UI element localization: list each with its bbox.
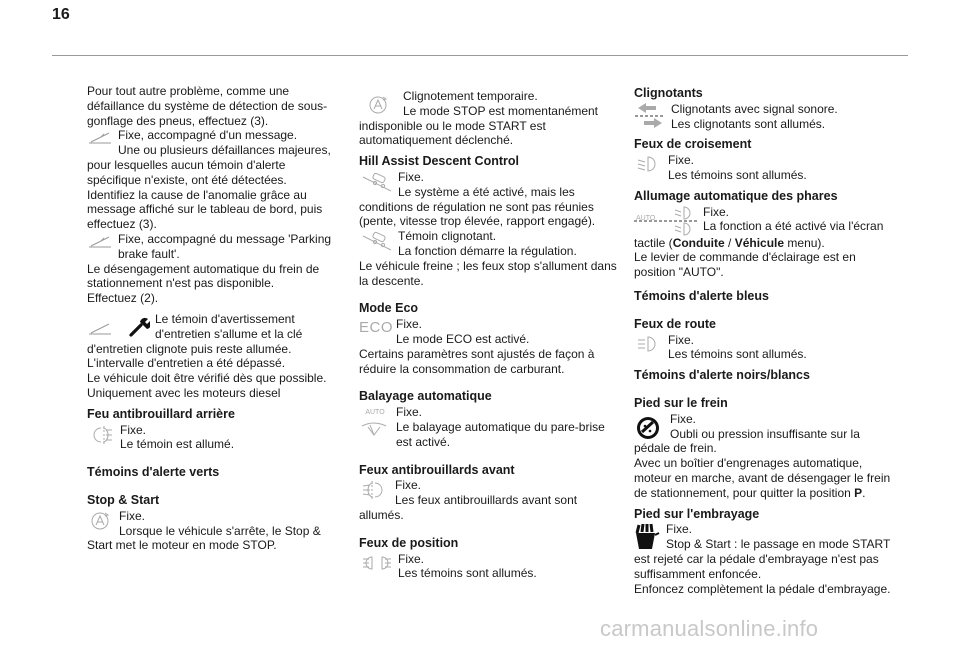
hill-flash-desc2: Le véhicule freine ; les feux stop s'allument dans la descente. (359, 258, 617, 288)
item2-title: Fixe, accompagné du message 'Parking brake fault'. (118, 231, 332, 261)
column-2 (359, 89, 617, 581)
rear-fog-status: Fixe. (120, 422, 147, 437)
eco-icon: ECO (359, 319, 394, 337)
brake-status: Fixe. (670, 411, 697, 426)
foot-on-clutch-icon (634, 523, 660, 551)
stop-start-flash-item (359, 89, 617, 148)
auto-lights-desc: La fonction a été activé via l'écran (703, 219, 884, 234)
item3-text: d'entretien clignote puis reste allumée. (87, 341, 292, 356)
hill-descent-icon (361, 171, 393, 193)
green-warnings-heading: Témoins d'alerte verts (87, 465, 220, 480)
hill-flash-status: Témoin clignotant. (398, 229, 497, 244)
auto-wipe-heading: Balayage automatique (359, 389, 492, 404)
service-item (87, 312, 337, 401)
foot-on-brake-icon (636, 416, 660, 440)
item2-text2: Effectuez (2). (87, 291, 159, 306)
brake-item (634, 412, 892, 501)
black-white-warnings-heading: Témoins d'alerte noirs/blancs (634, 368, 810, 383)
item1-title: Fixe, accompagné d'un message. (118, 128, 298, 143)
position-lights-heading: Feux de position (359, 535, 459, 550)
main-beam-item (634, 333, 892, 363)
auto-lights-item (634, 205, 892, 280)
hill-descent-icon (361, 230, 393, 252)
rear-fog-desc: Le témoin est allumé. (120, 437, 235, 452)
hill-assist-item (359, 170, 617, 288)
parking-brake-item (87, 232, 337, 306)
eco-desc2: Certains paramètres sont ajustés de façon à réduire la consommation de carburant. (359, 346, 595, 376)
clutch-item (634, 522, 892, 596)
brake-desc: Oubli ou pression insuffisante sur la pédale de frein. (634, 426, 860, 456)
auto-lights-heading: Allumage automatique des phares (634, 188, 838, 203)
hill-status: Fixe. (398, 169, 425, 184)
warning-triangle-icon (87, 129, 113, 145)
item3-text3: Le véhicule doit être vérifié dès que possible. (87, 371, 327, 386)
brake-desc2: Avec un boîtier d'engrenages automatique, moteur en marche, avant de désengager le frein de stationnement, pour quitter la position P. (634, 456, 891, 500)
stop-start-item (87, 509, 337, 553)
warning-triangle-icon (87, 233, 113, 249)
eco-heading: Mode Eco (359, 301, 419, 316)
auto-wipe-item (359, 405, 617, 449)
dipped-desc: Les témoins sont allumés. (668, 167, 807, 182)
auto-lights-desc2: tactile (Conduite / Véhicule menu). (634, 235, 825, 250)
clutch-status: Fixe. (666, 522, 693, 537)
stop-start-icon (367, 94, 389, 116)
auto-wiper-icon: AUTO (359, 406, 391, 437)
brake-heading: Pied sur le frein (634, 395, 728, 410)
eco-desc: Le mode ECO est activé. (396, 331, 530, 346)
wipe-status: Fixe. (396, 405, 423, 420)
clutch-desc: Stop & Start : le passage en mode START est rejeté car la pédale d'embrayage n'est pas suffisamment enfoncée. (634, 537, 891, 581)
clutch-heading: Pied sur l'embrayage (634, 506, 760, 521)
turn-signal-icon (634, 102, 666, 130)
column-3 (634, 86, 892, 596)
stop-start-heading: Stop & Start (87, 492, 160, 507)
main-beam-status: Fixe. (668, 332, 695, 347)
clutch-desc2: Enfoncez complètement la pédale d'embrayage. (634, 581, 891, 596)
eco-item (359, 317, 617, 376)
indicators-status: Clignotants avec signal sonore. (671, 101, 838, 116)
front-fog-status: Fixe. (395, 478, 422, 493)
sidelights-icon (361, 553, 393, 573)
stop-start-status: Fixe. (119, 508, 146, 523)
item3-text2: L'intervalle d'entretien a été dépassé. (87, 356, 286, 371)
wipe-desc: Le balayage automatique du pare-brise est activé. (396, 419, 605, 449)
stop-start-desc: Lorsque le véhicule s'arrête, le Stop & Start met le moteur en mode STOP. (87, 523, 321, 553)
stop-start-flash-desc: Le mode STOP est momentanément indisponible ou le mode START est automatiquement déclenché. (359, 103, 598, 148)
dipped-beam-icon (636, 154, 660, 174)
main-beam-icon (636, 334, 660, 354)
hill-assist-heading: Hill Assist Descent Control (359, 154, 519, 169)
item3-title: Le témoin d'avertissement d'entretien s'allume et la clé (155, 311, 303, 341)
front-fog-item (359, 478, 617, 522)
item1-text: Une ou plusieurs défaillances majeures, pour lesquelles aucun témoin d'alerte spécifique n'existe, ont été détectées. (87, 143, 331, 187)
rear-fog-item (87, 423, 337, 453)
eco-status: Fixe. (396, 317, 423, 332)
front-fog-heading: Feux antibrouillards avant (359, 462, 515, 477)
main-beam-heading: Feux de route (634, 316, 716, 331)
rear-fog-icon (89, 424, 115, 446)
header-rule (52, 55, 908, 56)
item2-text: Le désengagement automatique du frein de stationnement n'est pas disponible. (87, 261, 320, 291)
item3-text4: Uniquement avec les moteurs diesel (87, 385, 281, 400)
dipped-status: Fixe. (668, 153, 695, 168)
position-desc: Les témoins sont allumés. (398, 566, 537, 581)
blue-warnings-heading: Témoins d'alerte bleus (634, 288, 769, 303)
front-fog-desc: Les feux antibrouillards avant sont allumés. (359, 493, 578, 522)
item1-text2: Identifiez la cause de l'anomalie grâce au message affiché sur le tableau de bord, puis effectuez (3). (87, 187, 323, 232)
warning-triangle-icon (87, 320, 113, 336)
hill-desc: Le système a été activé, mais les conditions de régulation ne sont pas réunies (pente, vitesse trop élevée, rapport engagé). (359, 184, 596, 229)
fault-message-item (87, 128, 337, 232)
watermark: carmanualsonline.info (600, 616, 819, 641)
dipped-item (634, 153, 892, 183)
column-1 (87, 84, 337, 553)
indicators-desc: Les clignotants sont allumés. (671, 116, 826, 131)
auto-lights-status: Fixe. (703, 204, 730, 219)
intro-text: Pour tout autre problème, comme une défaillance du système de détection de sous-gonflage des pneus, effectuez (3). (87, 84, 328, 128)
stop-start-icon (89, 510, 111, 532)
page-number: 16 (52, 6, 70, 23)
rear-fog-heading: Feu antibrouillard arrière (87, 406, 235, 421)
position-lights-item (359, 552, 617, 582)
main-beam-desc: Les témoins sont allumés. (668, 347, 807, 362)
position-status: Fixe. (398, 551, 425, 566)
wrench-icon (128, 316, 150, 338)
front-fog-icon (361, 479, 387, 501)
auto-headlamp-icon: AUTO (634, 206, 698, 236)
dipped-heading: Feux de croisement (634, 137, 752, 152)
hill-flash-desc: La fonction démarre la régulation. (398, 243, 577, 258)
indicators-item (634, 102, 892, 132)
auto-lights-desc3: Le levier de commande d'éclairage est en position "AUTO". (634, 250, 856, 280)
stop-start-flash-status: Clignotement temporaire. (403, 89, 538, 103)
indicators-heading: Clignotants (634, 86, 703, 100)
